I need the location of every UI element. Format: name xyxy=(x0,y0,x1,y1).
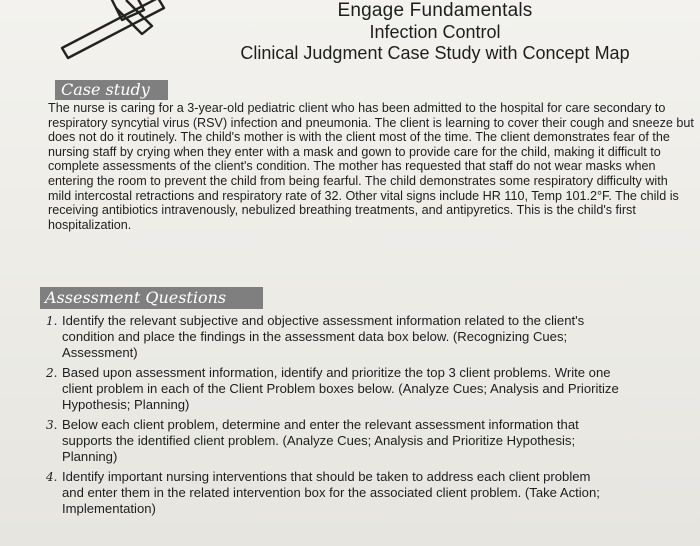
question-number: 4. xyxy=(46,470,58,484)
assessment-question-1 xyxy=(40,313,700,361)
question-number: 3. xyxy=(46,418,58,432)
assessment-question-3 xyxy=(40,417,700,465)
question-text: Based upon assessment information, identify and prioritize the top 3 client problems. Write one client problem in each of the Client Problem boxes below. (Analyze Cues; Analysis and Prioritize Hypothesis; Planning) xyxy=(62,365,619,412)
assessment-question-2 xyxy=(40,365,700,413)
case-study-text: The nurse is caring for a 3-year-old pediatric client who has been admitted to the hospital for care secondary to respiratory syncytial virus (RSV) infection and pneumonia. The client is learning to cover their cough and sneeze but does not do it routinely. The child's mother is with the client most of the time. The client demonstrates fear of the nursing staff by crying when they enter with a mask and gown to provide care for the child, making it difficult to complete assessments of the client's condition. The mother has requested that staff do not wear masks when entering the room to prevent the child from being fearful. The child demonstrates some respiratory difficulty with mild intercostal retractions and respiratory rate of 32. Other vital signs include HR 110, Temp 101.2°F. The child is receiving antibiotics intravenously, nebulized breathing treatments, and antipyretics. This is the child's first hospitalization. xyxy=(48,101,694,232)
assessment-question-4 xyxy=(40,469,700,517)
question-text: Identify the relevant subjective and objective assessment information related to the client's condition and place the findings in the assessment data box below. (Recognizing Cues; Assessment) xyxy=(62,313,585,360)
assessment-questions-heading: Assessment Questions xyxy=(40,287,263,309)
question-number: 2. xyxy=(46,366,58,380)
assessment-question-list xyxy=(40,313,700,521)
document-header xyxy=(180,0,690,63)
question-text: Identify important nursing interventions that should be taken to address each client problem and enter them in the related intervention box for the associated client problem. (Take Action; Implementation) xyxy=(62,469,600,516)
page-title: Engage Fundamentals xyxy=(337,0,533,21)
case-study-heading: Case study xyxy=(55,80,168,100)
page-subheading: Clinical Judgment Case Study with Concept Map xyxy=(240,42,630,63)
question-text: Below each client problem, determine and enter the relevant assessment information that supports the identified client problem. (Analyze Cues; Analysis and Prioritize Hypothesis; Planning) xyxy=(62,417,579,464)
page-subtitle: Infection Control xyxy=(369,21,501,42)
question-number: 1. xyxy=(46,314,58,328)
crossed-sticks-logo-icon xyxy=(58,0,178,64)
